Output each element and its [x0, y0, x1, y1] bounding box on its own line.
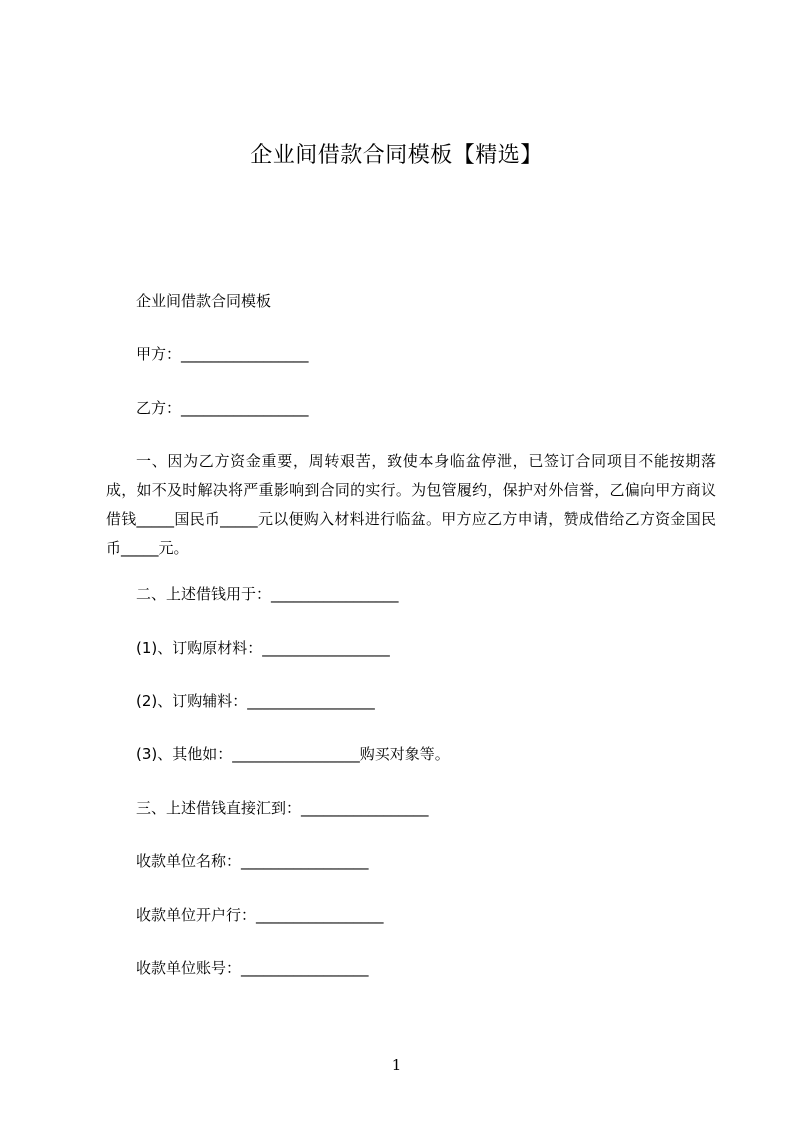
clause-1-paragraph: 一、因为乙方资金重要，周转艰苦，致使本身临盆停泄，已签订合同项目不能按期落成，如不及时解决将严重影响到合同的实行。为包管履约，保护对外信誉，乙偏向甲方商议借钱_____国民币_____元以便购入材料进行临盆。甲方应乙方申请，赞成借给乙方资金国民币_____元。: [106, 452, 716, 557]
payee-bank-line: 收款单位开户行：_________________: [136, 906, 384, 924]
clause-2-line: 二、上述借钱用于：_________________: [136, 585, 399, 603]
clause-3-line: 三、上述借钱直接汇到：_________________: [136, 799, 429, 817]
payee-name-line: 收款单位名称：_________________: [136, 852, 369, 870]
party-a-line: 甲方：_________________: [136, 345, 309, 363]
item-2-line: (2)、订购辅料：_________________: [136, 692, 375, 710]
document-subtitle: 企业间借款合同模板: [136, 292, 272, 310]
payee-account-line: 收款单位账号：_________________: [136, 959, 369, 977]
document-title: 企业间借款合同模板【精选】: [250, 143, 543, 168]
item-3-line: (3)、其他如：_________________购买对象等。: [136, 745, 450, 763]
party-b-line: 乙方：_________________: [136, 399, 309, 417]
page-number: 1: [391, 1056, 402, 1074]
item-1-line: (1)、订购原材料：_________________: [136, 639, 390, 657]
